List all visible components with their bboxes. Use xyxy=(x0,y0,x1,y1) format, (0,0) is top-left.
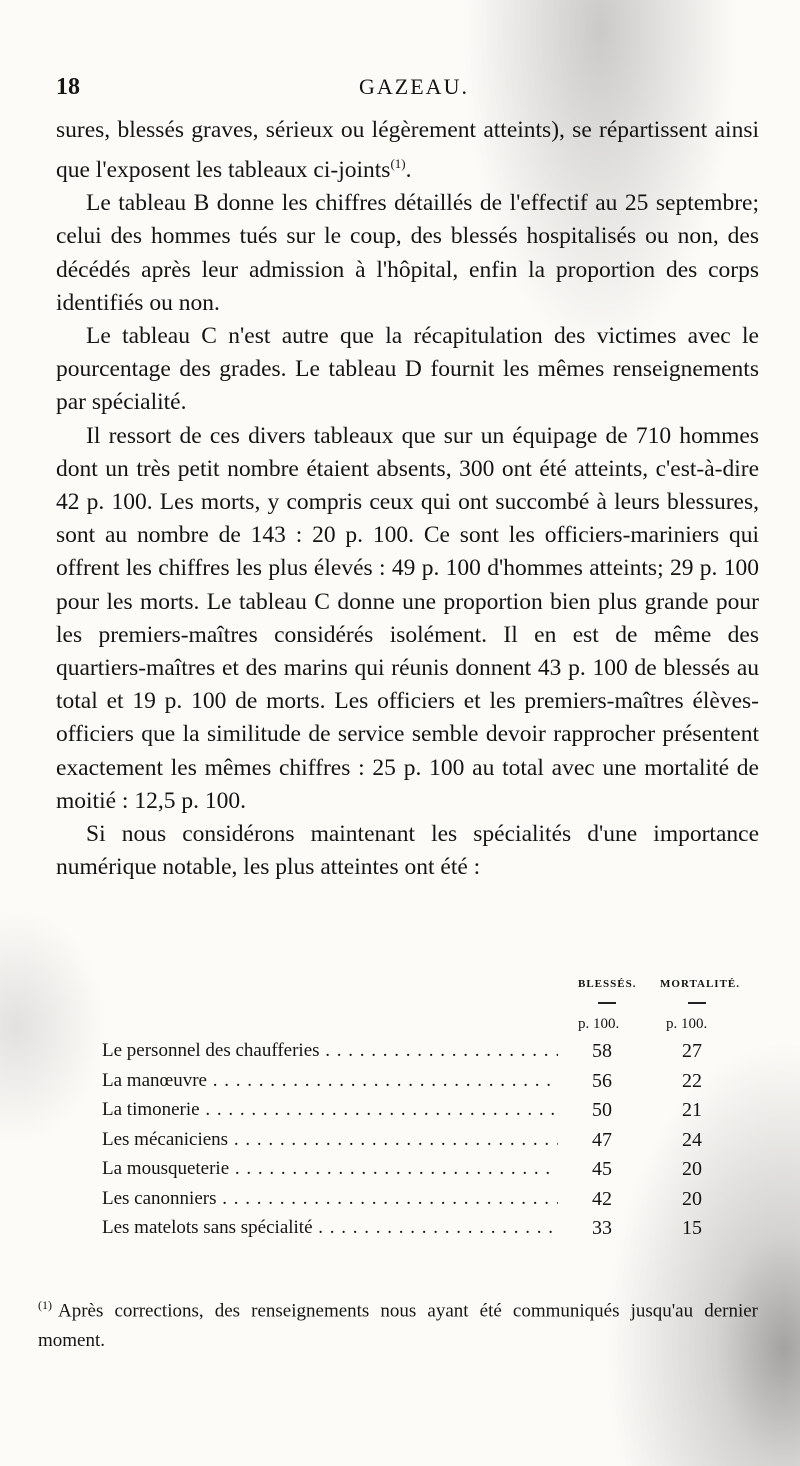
row-mortalite-value: 21 xyxy=(682,1099,702,1121)
paragraph-1-end: . xyxy=(405,157,412,184)
table-row xyxy=(102,1040,752,1070)
table-row xyxy=(102,1188,752,1218)
paragraph-4: Il ressort de ces divers tableaux que sur un équipage de 710 hommes dont un très petit nombre étaient absents, 300 ont été atteints, c'est-à-dire 42 p. 100. Les morts, y compris ceux qui ont succombé à leurs blessures, sont au nombre de 143 : 20 p. 100. Ce sont les officiers-mariniers qui offrent les chiffres les plus élevés : 49 p. 100 d'hommes atteints; 29 p. 100 pour les morts. Le tableau C donne une proportion bien plus grande pour les premiers-maîtres considérés isolément. Il en est de même des quartiers-maîtres et des marins qui réunis donnent 43 p. 100 de blessés au total et 19 p. 100 de morts. Les officiers et les premiers-maîtres élèves-officiers que la similitude de service semble devoir rapprocher présentent exactement les mêmes chiffres : 25 p. 100 au total avec une mortalité de moitié : 12,5 p. 100. xyxy=(56,422,759,814)
table-row xyxy=(102,1099,752,1129)
table-row xyxy=(102,1158,752,1188)
column-unit-mortalite: p. 100. xyxy=(666,1016,708,1032)
row-mortalite-value: 27 xyxy=(682,1040,702,1062)
row-mortalite-value: 15 xyxy=(682,1217,702,1239)
table-row xyxy=(102,1217,752,1247)
row-mortalite-value: 20 xyxy=(682,1187,702,1210)
row-mortalite-value: 22 xyxy=(682,1069,702,1092)
row-label: Le personnel des chaufferies . . . xyxy=(102,1040,558,1062)
table-row xyxy=(102,1070,752,1100)
row-label: La manœuvre . . . xyxy=(102,1070,558,1092)
footnote-text: Après corrections, des renseignements nous ayant été communiqués jusqu'au dernier moment. xyxy=(38,1300,758,1352)
row-blesses-value: 58 xyxy=(592,1040,612,1062)
row-blesses-value: 45 xyxy=(592,1158,612,1180)
table-header xyxy=(560,978,760,1038)
paragraph-1-text: sures, blessés graves, sérieux ou légèrement atteints), se répartissent ainsi que l'exposent les tableaux ci-joints xyxy=(56,117,759,184)
row-blesses-value: 56 xyxy=(592,1069,612,1092)
row-label: Les matelots sans spécialité . . . xyxy=(102,1217,558,1239)
page-header xyxy=(56,70,772,110)
row-label: La mousqueterie . . . xyxy=(102,1158,558,1180)
row-blesses-value: 42 xyxy=(592,1187,612,1210)
row-label: Les canonniers . . . xyxy=(102,1188,558,1210)
row-blesses-value: 50 xyxy=(592,1099,612,1121)
specialty-table xyxy=(102,1040,752,1247)
row-label: Les mécaniciens . . . xyxy=(102,1129,558,1151)
paragraph-3: Le tableau C n'est autre que la récapitulation des victimes avec le pourcentage des grades. Le tableau D fournit les mêmes renseignements par spécialité. xyxy=(56,323,759,416)
column-header-mortalite: MORTALITÉ. xyxy=(660,978,741,990)
paragraph-2: Le tableau B donne les chiffres détaillés de l'effectif au 25 septembre; celui des hommes tués sur le coup, des blessés hospitalisés ou non, des décédés après leur admission à l'hôpital, enfin la proportion des corps identifiés ou non. xyxy=(56,190,759,316)
row-blesses-value: 47 xyxy=(592,1128,612,1151)
column-unit-blesses: p. 100. xyxy=(578,1016,620,1032)
body-text xyxy=(56,114,759,885)
row-mortalite-value: 20 xyxy=(682,1158,702,1180)
page-number: 18 xyxy=(56,74,80,100)
footnote xyxy=(38,1290,758,1356)
column-header-blesses: BLESSÉS. xyxy=(578,978,637,990)
footnote-mark: (1) xyxy=(38,1298,52,1312)
row-blesses-value: 33 xyxy=(592,1217,612,1239)
paragraph-1 xyxy=(56,114,759,187)
footnote-ref: (1) xyxy=(390,156,406,172)
column-rule-blesses xyxy=(598,1002,616,1004)
column-rule-mortalite xyxy=(688,1002,706,1004)
running-head: GAZEAU. xyxy=(359,74,469,99)
row-label: La timonerie . . . xyxy=(102,1099,558,1121)
table-row xyxy=(102,1129,752,1159)
row-mortalite-value: 24 xyxy=(682,1128,702,1151)
paragraph-5: Si nous considérons maintenant les spécialités d'une importance numérique notable, les plus atteintes ont été : xyxy=(56,821,759,881)
